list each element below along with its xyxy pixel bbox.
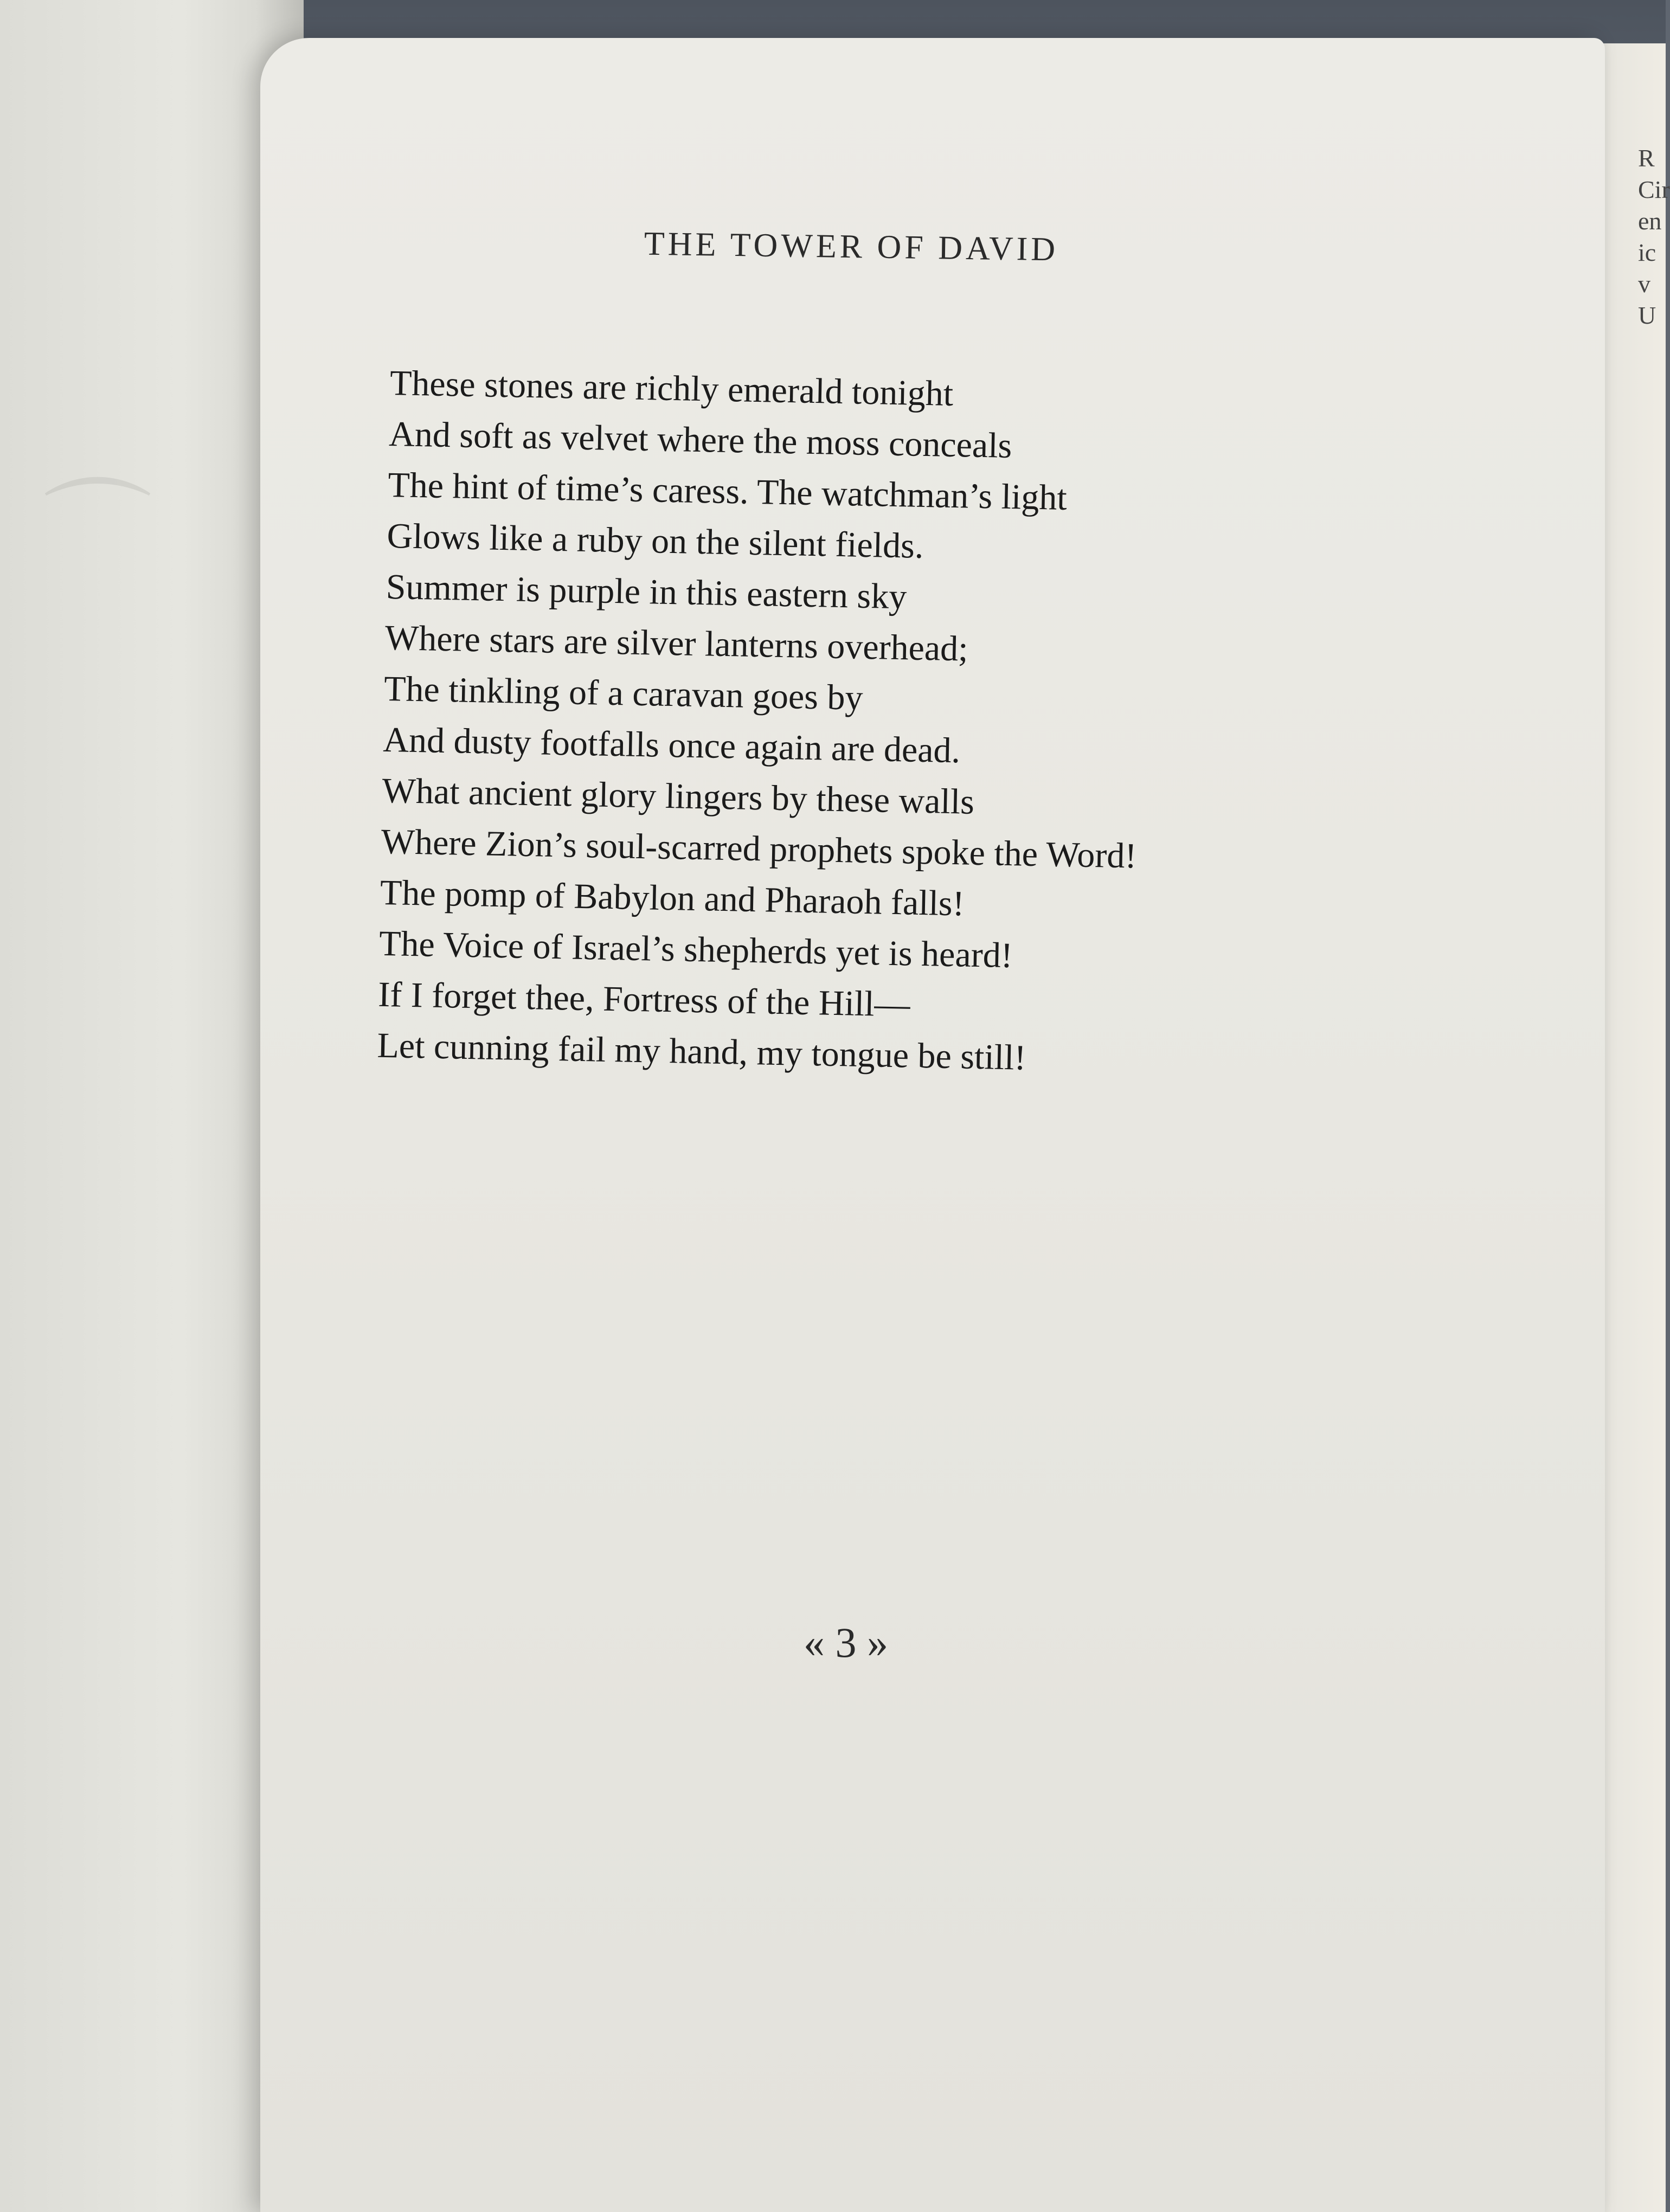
poem-line: What ancient glory lingers by these walls [381, 770, 975, 822]
show-through-ink: ⌒ [43, 473, 152, 593]
poem-line: The tinkling of a caravan goes by [383, 668, 864, 718]
page-number: « 3 » [804, 1619, 888, 1666]
poem-line: Let cunning fail my hand, my tongue be still! [376, 1025, 1027, 1078]
poem-line: The hint of time’s caress. The watchman’s light [387, 465, 1068, 518]
poem-line: Where Zion’s soul-scarred prophets spoke the Word! [381, 821, 1138, 876]
adjacent-page-text [1626, 111, 1670, 331]
poem-line: And dusty footfalls once again are dead. [382, 719, 961, 771]
edge-fragment: Cir [1638, 176, 1670, 203]
poem-line: These stones are richly emerald tonight [389, 363, 954, 414]
poem-stanza [377, 358, 1583, 1094]
edge-fragment: v [1638, 270, 1650, 298]
poem-line: Glows like a ruby on the silent fields. [386, 516, 924, 566]
poem-title: THE TOWER OF DAVID [644, 225, 1059, 268]
edge-fragment: R [1638, 144, 1655, 172]
poem-line: Summer is purple in this eastern sky [386, 567, 907, 617]
poem-line: And soft as velvet where the moss conceals [388, 414, 1012, 466]
edge-fragment: en [1638, 207, 1662, 235]
edge-fragment: ic [1638, 239, 1656, 266]
poem-line: The Voice of Israel’s shepherds yet is heard! [378, 923, 1013, 976]
poem-line: The pomp of Babylon and Pharaoh falls! [380, 872, 965, 924]
poem-line: If I forget thee, Fortress of the Hill— [377, 974, 911, 1025]
poem-line: Where stars are silver lanterns overhead; [384, 618, 969, 669]
edge-fragment: U [1638, 301, 1656, 329]
